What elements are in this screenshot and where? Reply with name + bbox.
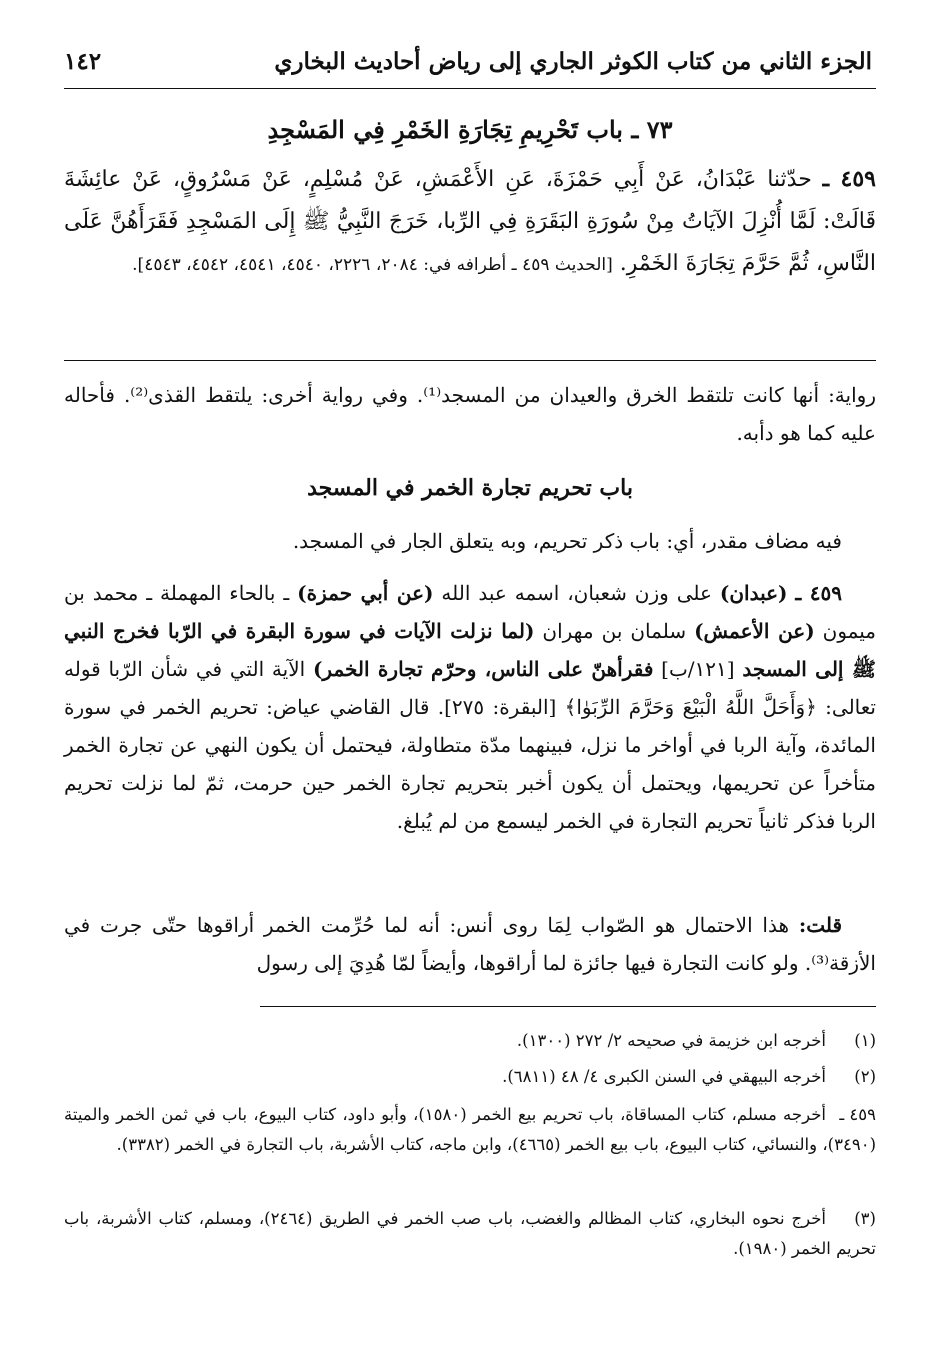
- footnote: [64, 1062, 876, 1092]
- qultu-marker: قلت:: [798, 913, 843, 937]
- commentary-text: هذا الاحتمال هو الصّواب لِمَا روى أنس: أنه لما حُرِّمت الخمر أراقوها حتّى جرت في الأزقة⁽³⁾. ولو كانت التجارة فيها جائزة لما أراقوها، وأيضاً لمّا هُدِيَ إلى رسول: [64, 913, 876, 975]
- hadith-text: [64, 158, 876, 286]
- commentary-intro: رواية: أنها كانت تلتقط الخرق والعيدان من المسجد⁽¹⁾. وفي رواية أخرى: يلتقط القذى⁽²⁾. فأحاله عليه كما هو دأبه.: [64, 383, 876, 445]
- footnote-mark: (١): [854, 1031, 876, 1050]
- footnote: [64, 1204, 876, 1264]
- quoted-term: (عبدان): [719, 581, 788, 605]
- page-number: ١٤٢: [64, 48, 102, 75]
- commentary-text: الآية التي في شأن الرّبا قوله تعالى: ﴿وَأَحَلَّ اللَّهُ الْبَيْعَ وَحَرَّمَ الرِّبَوٰا﴾ [البقرة: ٢٧٥]. قال القاضي عياض: تحريم الخمر في سورة المائدة، وآية الربا في أواخر ما نزل، فبينهما مدّة متطاولة، فيحتمل أن يكون النهي عن تجارة الخمر متأخراً عن تحريمها، ويحتمل أن يكون أخبر بتحريم تجارة الخمر حين حرمت، ثمّ لما نزلت تحريم الربا فذكر ثانياً تحريم التجارة في الخمر ليسمع من لم يُبلغ.: [64, 657, 876, 833]
- hadith-references: [الحديث ٤٥٩ ـ أطرافه في: ٢٠٨٤، ٢٢٢٦، ٤٥٤٠، ٤٥٤١، ٤٥٤٢، ٤٥٤٣].: [132, 255, 613, 275]
- commentary-paragraph-2: [64, 574, 876, 840]
- footnote-text: أخرجه مسلم، كتاب المساقاة، باب تحريم بيع الخمر (١٥٨٠)، وأبو داود، كتاب البيوع، باب في ثمن الخمر والميتة (٣٤٩٠)، والنسائي، كتاب البيوع، باب بيع الخمر (٤٦٦٥)، وابن ماجه، كتاب الأشربة، باب التجارة في الخمر (٣٣٨٢).: [64, 1105, 876, 1154]
- manuscript-folio-ref: [١٢١/ب]: [653, 657, 743, 681]
- quoted-term: (لما نزلت الآيات في سورة البقرة في الرّبا فخرج النبي ﷺ إلى المسجد: [64, 619, 877, 681]
- header-divider: [64, 88, 876, 89]
- section-divider: [64, 360, 876, 361]
- commentary-text: سلمان بن مهران: [534, 619, 695, 643]
- footnote-mark: (٢): [854, 1067, 876, 1086]
- commentary-paragraph-1: فيه مضاف مقدر، أي: باب ذكر تحريم، وبه يتعلق الجار في المسجد.: [292, 529, 842, 553]
- footnote-text: أخرجه ابن خزيمة في صحيحه ٢/ ٢٧٢ (١٣٠٠).: [516, 1031, 826, 1050]
- quoted-term: (عن أبي حمزة): [297, 581, 434, 605]
- footnote-mark: ٤٥٩ ـ: [839, 1105, 876, 1124]
- quoted-term: فقرأهنّ على الناس، وحرّم تجارة الخمر): [312, 657, 654, 681]
- hadith-ref-number: ٤٥٩ ـ: [795, 581, 843, 605]
- footnote-text: أخرجه البيهقي في السنن الكبرى ٤/ ٤٨ (٦٨١١).: [502, 1067, 826, 1086]
- commentary-text: ـ بالحاء المهملة ـ محمد بن ميمون: [64, 581, 876, 643]
- commentary-text: على وزن شعبان، اسمه عبد الله: [433, 581, 720, 605]
- running-header-title: الجزء الثاني من كتاب الكوثر الجاري إلى رياض أحاديث البخاري: [274, 48, 872, 75]
- footnote: [64, 1100, 876, 1160]
- hadith-number: ٤٥٩ ـ: [822, 166, 876, 192]
- commentary-paragraph-3: [64, 906, 876, 982]
- footnote-mark: (٣): [854, 1209, 876, 1228]
- chapter-title: ٧٣ ـ باب تَحْرِيمِ تِجَارَةِ الخَمْرِ فِي المَسْجِدِ: [267, 115, 673, 144]
- footnote-divider: [260, 1006, 876, 1007]
- commentary-subtitle: باب تحريم تجارة الخمر في المسجد: [307, 475, 633, 501]
- quoted-term: (عن الأعمش): [694, 619, 815, 643]
- hadith-body: حدّثنا عَبْدَانُ، عَنْ أَبِي حَمْزَةَ، عَنِ الأَعْمَشِ، عَنْ مُسْلِمٍ، عَنْ مَسْرُوقٍ، عَنْ عائِشَةَ قَالَتْ: لَمَّا أُنْزِلَ الآيَاتُ مِنْ سُورَةِ البَقَرَةِ فِي الرِّبا، خَرَجَ النَّبِيُّ ﷺ إِلَى المَسْجِدِ فَقَرَأَهُنَّ عَلَى النَّاسِ، ثُمَّ حَرَّمَ تِجَارَةَ الخَمْرِ.: [64, 167, 876, 276]
- footnote: [64, 1026, 876, 1056]
- footnote-text: أخرج نحوه البخاري، كتاب المظالم والغضب، باب صب الخمر في الطريق (٢٤٦٤)، ومسلم، كتاب الأشربة، باب تحريم الخمر (١٩٨٠).: [64, 1209, 876, 1258]
